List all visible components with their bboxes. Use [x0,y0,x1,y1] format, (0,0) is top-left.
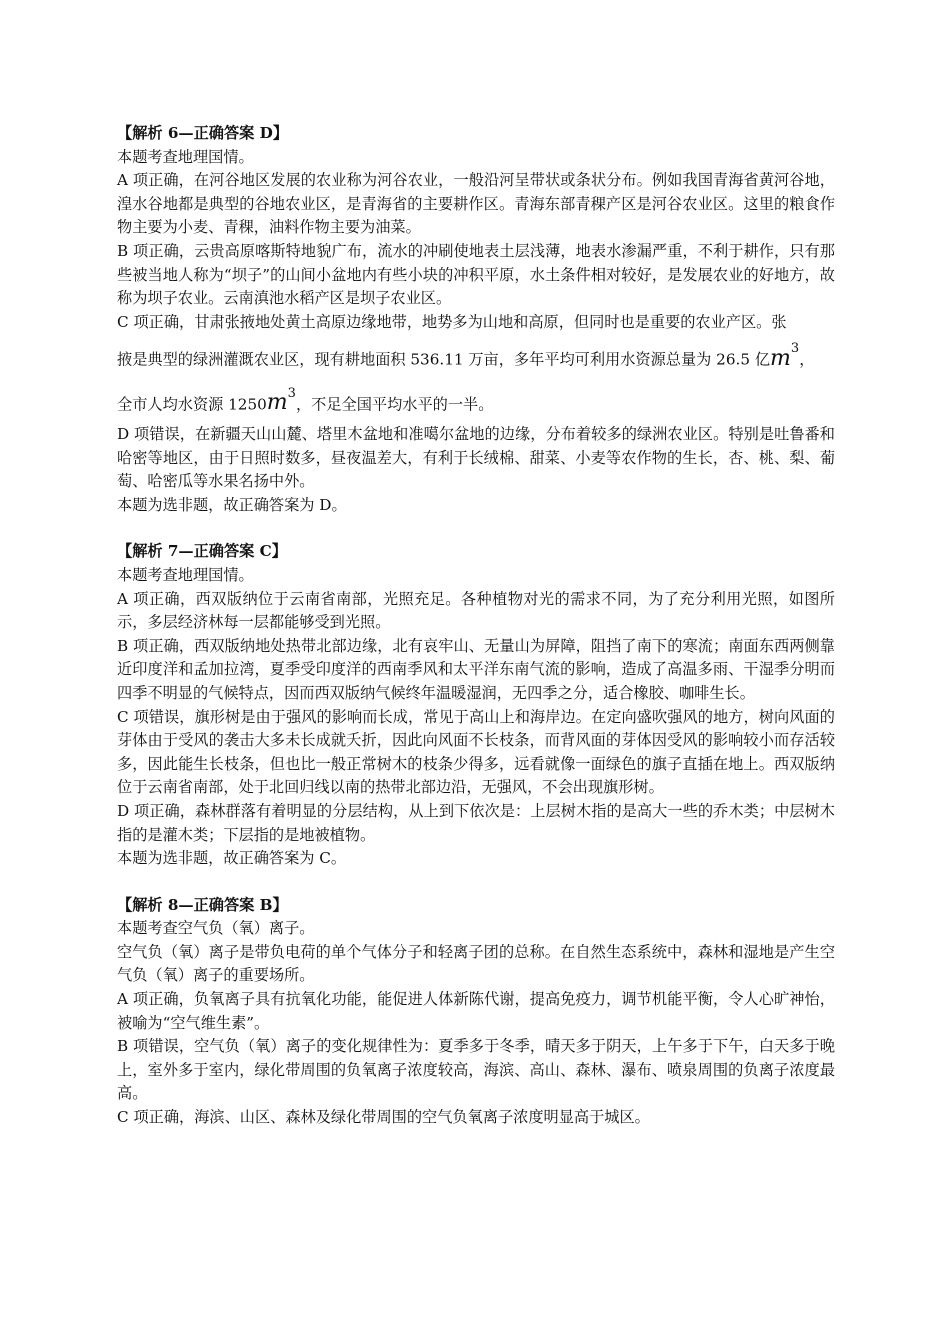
c-line3-end: ，不足全国平均水平的一半。 [295,395,494,413]
section-7-intro: 本题考查地理国情。 [117,565,254,584]
section-6-conclusion: 本题为选非题，故正确答案为 D。 [117,495,347,514]
section-8-option-a: A 项正确，负氧离子具有抗氧化功能，能促进人体新陈代谢，提高免疫力，调节机能平衡，令人心旷神怡，被喻为“空气维生素”。 [117,990,835,1032]
section-6-option-a: A 项正确，在河谷地区发展的农业称为河谷农业，一般沿河呈带状或条状分布。例如我国青海省黄河谷地，湟水谷地都是典型的谷地农业区，是青海省的主要耕作区。青海东部青稞产区是河谷农业区。这里的粮食作物主要为小麦、青稞，油料作物主要为油菜。 [117,171,835,237]
section-8-option-b: B 项错误，空气负（氧）离子的变化规律性为：夏季多于冬季，晴天多于阴天，上午多于下午，白天多于晚上，室外多于室内，绿化带周围的负氧离子浓度较高，海滨、高山、森林、瀑布、喷泉周围的负离子浓度最高。 [117,1037,835,1103]
section-8-option-c: C 项正确，海滨、山区、森林及绿化带周围的空气负氧离子浓度明显高于城区。 [117,1108,650,1127]
section-6-option-c-line2 [117,334,835,378]
section-6-option-b: B 项正确，云贵高原喀斯特地貌广布，流水的冲刷使地表土层浅薄，地表水渗漏严重，不利于耕作，只有那些被当地人称为“坝子”的山间小盆地内有些小块的冲积平原，水土条件相对较好，是发展农业的好地方，故称为坝子农业。云南滇池水稻产区是坝子农业区。 [117,241,835,308]
cubic-meter-unit: $m^3$ [266,385,296,415]
section-7-option-a: A 项正确，西双版纳位于云南省南部，光照充足。各种植物对光的需求不同，为了充分利用光照，如图所示，多层经济林每一层都能够受到光照。 [117,589,835,632]
section-7-conclusion: 本题为选非题，故正确答案为 C。 [117,849,347,868]
section-8-heading: 【解析 8—正确答案 B】 [117,895,288,914]
section-8-definition: 空气负（氧）离子是带负电荷的单个气体分子和轻离子团的总称。在自然生态系统中，森林和湿地是产生空气负（氧）离子的重要场所。 [117,942,835,985]
section-6-intro: 本题考查地理国情。 [117,147,254,166]
section-7-heading: 【解析 7—正确答案 C】 [117,542,287,561]
c-line3-start: 全市人均水资源 1250 [117,395,267,413]
section-8-intro: 本题考查空气负（氧）离子。 [117,919,315,938]
document-page [117,122,835,1130]
section-spacer [117,871,835,894]
c-line2-text: 掖是典型的绿洲灌溉农业区，现有耕地面积 536.11 万亩，多年平均可利用水资源总量为 26.5 亿 [117,350,771,369]
section-6-option-d: D 项错误，在新疆天山山麓、塔里木盆地和准噶尔盆地的边缘，分布着较多的绿洲农业区。特别是吐鲁番和哈密等地区，由于日照时数多，昼夜温差大，有利于长绒棉、甜菜、小麦等农作物的生长，杏、桃、梨、葡萄、哈密瓜等水果名扬中外。 [117,425,835,491]
c-line2-end: ， [799,350,815,369]
cubic-meter-unit: $m^3$ [770,341,800,371]
section-6-heading: 【解析 6—正确答案 D】 [117,124,289,142]
section-6-option-c-line1: C 项正确，甘肃张掖地处黄土高原边缘地带，地势多为山地和高原，但同时也是重要的农业产区。张 [117,312,787,331]
section-7-option-c: C 项错误，旗形树是由于强风的影响而长成，常见于高山上和海岸边。在定向盛吹强风的地方，树向风面的芽体由于受风的袭击大多未长成就夭折，因此向风面不长枝条，而背风面的芽体因受风的影响较小而存活较多，因此能生长枝条，但也比一般正常树木的枝条少得多，远看就像一面绿色的旗子直插在地上。西双版纳位于云南省南部，处于北回归线以南的热带北部边沿，无强风，不会出现旗形树。 [117,707,835,797]
section-7-option-d: D 项正确，森林群落有着明显的分层结构，从上到下依次是：上层树木指的是高大一些的乔木类；中层树木指的是灌木类；下层指的是地被植物。 [117,801,835,844]
section-spacer [117,517,835,540]
section-6-option-c-line3 [117,379,835,423]
section-7-option-b: B 项正确，西双版纳地处热带北部边缘，北有哀牢山、无量山为屏障，阻挡了南下的寒流；南面东西两侧靠近印度洋和孟加拉湾，夏季受印度洋的西南季风和太平洋东南气流的影响，造成了高温多雨、干湿季分明而四季不明显的气候特点，因而西双版纳气候终年温暖湿润，无四季之分，适合橡胶、咖啡生长。 [117,636,835,702]
